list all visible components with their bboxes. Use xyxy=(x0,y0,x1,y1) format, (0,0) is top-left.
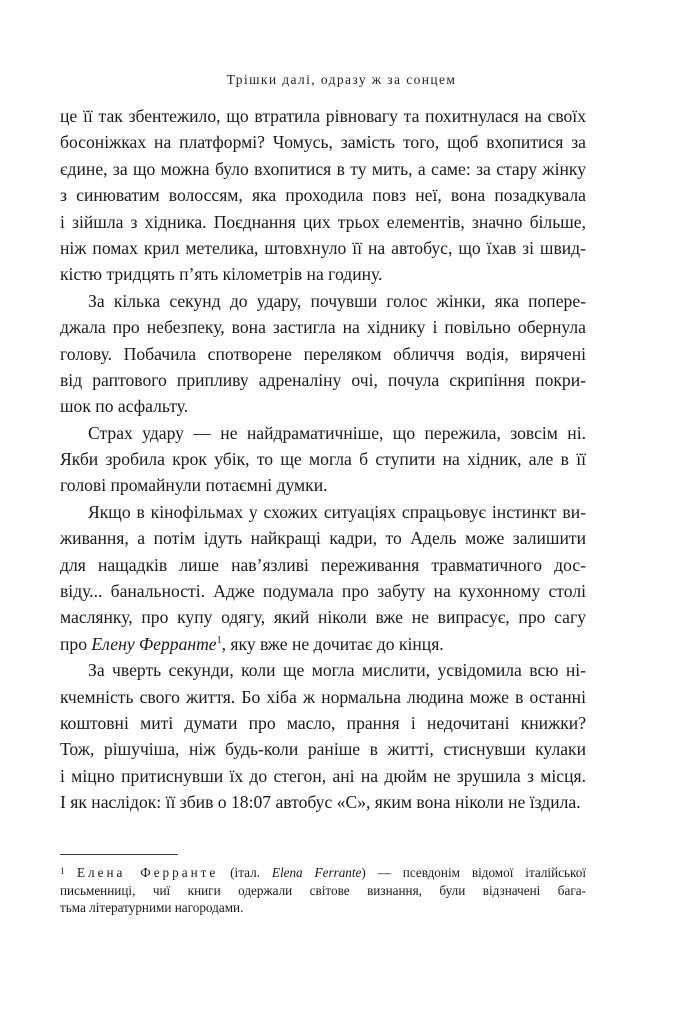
text-line: Тож, рішучіша, ніж будь-коли раніше в житті, стиснувши кулаки xyxy=(60,739,586,760)
text-span: , яку вже не дочитає до кінця. xyxy=(221,633,444,654)
text-span: (італ. xyxy=(218,865,272,880)
text-line: і міцно притиснувши їх до стегон, ані на дюйм не зрушила з місця. xyxy=(60,765,586,786)
author-name-italic: Елену Ферранте xyxy=(91,633,217,654)
text-line: Якщо в кінофільмах у схожих ситуаціях спрацьовує інстинкт ви- xyxy=(88,501,586,522)
text-line: для нащадків лише нав’язливі переживання травматичного дос- xyxy=(60,554,586,575)
text-line: Страх удару — не найдраматичніше, що пережила, зовсім ні. xyxy=(88,422,586,443)
text-line: голову. Побачила спотворене переляком обличчя водія, вирячені xyxy=(60,343,586,364)
text-line: з синюватим волоссям, яка проходила повз неї, вона позадкувала xyxy=(60,185,586,206)
text-line: ніж помах крил метелика, штовхнуло її на автобус, що їхав зі швид- xyxy=(60,237,586,258)
footnote-line: письменниці, чиї книги одержали світове визнання, були відзначені бага- xyxy=(60,882,586,898)
text-line: І як наслідок: її збив о 18:07 автобус «С», яким вона ніколи не їздила. xyxy=(60,792,581,813)
text-line: це її так збентежило, що втратила рівновагу та похитнулася на своїх xyxy=(60,106,586,126)
text-line: шок по асфальту. xyxy=(60,396,189,417)
footnote-original-name: Elena Ferrante xyxy=(271,865,362,880)
text-line: і зійшла з хідника. Поєднання цих трьох елементів, значно більше, xyxy=(60,211,586,232)
body-text xyxy=(60,103,586,816)
text-line: За кілька секунд до удару, почувши голос жінки, яка попере- xyxy=(88,290,586,311)
footnote-number: 1 xyxy=(60,866,65,876)
text-line: віду... банальності. Адже подумала про забуту на кухонному столі xyxy=(60,581,586,602)
footnote-name: Елена Ферранте xyxy=(77,865,219,880)
footnote-line xyxy=(60,864,586,882)
footnote xyxy=(60,864,586,917)
text-line: Якби зробила крок убік, то ще могла б ступити на хідник, але в її xyxy=(60,449,586,470)
footnote-divider xyxy=(60,854,178,855)
text-line: джала про небезпеку, вона застигла на хіднику і повільно обернула xyxy=(60,317,586,338)
footnote-line: тьма літературними нагородами. xyxy=(60,900,244,916)
text-line: коштовні миті думати про масло, прання і недочитані книжки? xyxy=(60,712,586,733)
text-line: босоніжках на платформі? Чомусь, замість того, щоб вхопитися за xyxy=(60,132,586,153)
text-span: про xyxy=(60,633,92,654)
text-line: від раптового припливу адреналіну очі, почула скрипіння покри- xyxy=(60,369,586,390)
text-line: живання, а потім ідуть найкращі кадри, то Адель може залишити xyxy=(60,528,586,549)
text-line: За чверть секунди, коли ще могла мислити, усвідомила всю ні- xyxy=(88,660,586,681)
text-line: єдине, за що можна було вхопитися в ту мить, а саме: за стару жінку xyxy=(60,158,586,179)
footnote-reference[interactable]: 1 xyxy=(216,634,222,646)
text-line: голові промайнули потаємні думки. xyxy=(60,475,328,496)
text-line xyxy=(60,631,586,657)
text-line: кістю тридцять п’ять кілометрів на годину. xyxy=(60,264,383,285)
text-span: ) — псевдонім відомої італійської xyxy=(361,865,587,880)
text-line: кчемність свого життя. Бо хіба ж нормальна людина може в останні xyxy=(60,686,586,707)
running-head: Трішки далі, одразу ж за сонцем xyxy=(226,72,457,87)
text-line: маслянку, про купу одягу, який ніколи вже не випрасує, про сагу xyxy=(60,607,586,628)
